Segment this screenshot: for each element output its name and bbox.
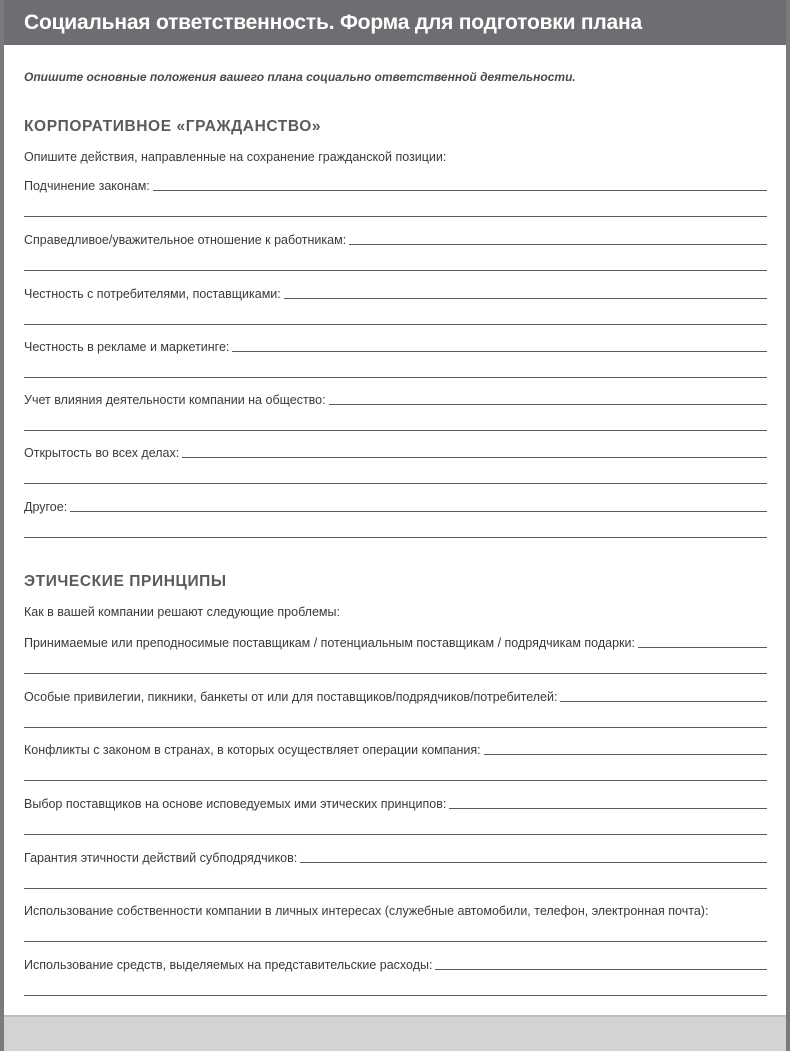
section-title-citizenship: КОРПОРАТИВНОЕ «ГРАЖДАНСТВО»	[24, 118, 322, 135]
answer-line-continuation[interactable]	[24, 324, 767, 325]
footer-bar	[4, 1015, 786, 1051]
section-title-ethics: ЭТИЧЕСКИЕ ПРИНЦИПЫ	[24, 573, 227, 590]
field-society-impact	[24, 391, 767, 431]
field-other	[24, 498, 767, 538]
field-privileges	[24, 688, 767, 728]
answer-line-continuation[interactable]	[24, 216, 767, 217]
answer-line[interactable]	[449, 807, 767, 809]
answer-line-continuation[interactable]	[24, 270, 767, 271]
section-subtitle-ethics: Как в вашей компании решают следующие проблемы:	[24, 605, 340, 619]
field-honesty-consumers	[24, 285, 767, 325]
answer-line-continuation[interactable]	[24, 995, 767, 996]
answer-line-continuation[interactable]	[24, 673, 767, 674]
field-label: Особые привилегии, пикники, банкеты от или для поставщиков/подрядчиков/потребителей:	[24, 690, 558, 704]
field-label: Честность с потребителями, поставщиками:	[24, 287, 281, 301]
field-gifts	[24, 634, 767, 674]
field-label: Учет влияния деятельности компании на общество:	[24, 393, 326, 407]
answer-line[interactable]	[284, 297, 767, 299]
answer-line[interactable]	[153, 189, 767, 191]
answer-line[interactable]	[300, 861, 767, 863]
field-representation-expenses	[24, 956, 767, 996]
field-law-compliance	[24, 177, 767, 217]
answer-line-continuation[interactable]	[24, 483, 767, 484]
answer-line-continuation[interactable]	[24, 537, 767, 538]
answer-line[interactable]	[484, 753, 767, 755]
answer-line[interactable]	[70, 510, 767, 512]
answer-line-continuation[interactable]	[24, 780, 767, 781]
field-label: Подчинение законам:	[24, 179, 150, 193]
field-law-conflicts	[24, 741, 767, 781]
field-label: Честность в рекламе и маркетинге:	[24, 340, 230, 354]
field-label: Принимаемые или преподносимые поставщикам / потенциальным поставщикам / подрядчикам подарки:	[24, 636, 635, 650]
answer-line[interactable]	[329, 403, 767, 405]
answer-line-continuation[interactable]	[24, 727, 767, 728]
field-supplier-selection	[24, 795, 767, 835]
field-employee-treatment	[24, 231, 767, 271]
answer-line-continuation[interactable]	[24, 430, 767, 431]
field-label: Другое:	[24, 500, 68, 514]
field-subcontractor-ethics	[24, 849, 767, 889]
answer-line[interactable]	[232, 350, 767, 352]
intro-text: Опишите основные положения вашего плана социально ответственной деятельности.	[24, 70, 576, 84]
answer-line-continuation[interactable]	[24, 888, 767, 889]
page-title: Социальная ответственность. Форма для подготовки плана	[4, 0, 786, 45]
answer-line-continuation[interactable]	[24, 941, 767, 942]
field-label: Использование средств, выделяемых на представительские расходы:	[24, 958, 433, 972]
answer-line-continuation[interactable]	[24, 377, 767, 378]
answer-line[interactable]	[560, 700, 767, 702]
field-company-property	[24, 902, 767, 942]
field-label: Открытость во всех делах:	[24, 446, 180, 460]
answer-line[interactable]	[435, 968, 767, 970]
answer-line[interactable]	[349, 243, 767, 245]
field-label: Справедливое/уважительное отношение к работникам:	[24, 233, 347, 247]
field-label: Гарантия этичности действий субподрядчиков:	[24, 851, 298, 865]
answer-line[interactable]	[182, 456, 767, 458]
field-honesty-advertising	[24, 338, 767, 378]
field-openness	[24, 444, 767, 484]
answer-line[interactable]	[638, 646, 767, 648]
field-label: Выбор поставщиков на основе исповедуемых ими этических принципов:	[24, 797, 447, 811]
field-label: Конфликты с законом в странах, в которых осуществляет операции компания:	[24, 743, 481, 757]
answer-line-continuation[interactable]	[24, 834, 767, 835]
field-label: Использование собственности компании в личных интересах (служебные автомобили, телефон, электронная почта):	[24, 904, 709, 918]
section-subtitle-citizenship: Опишите действия, направленные на сохранение гражданской позиции:	[24, 150, 447, 164]
